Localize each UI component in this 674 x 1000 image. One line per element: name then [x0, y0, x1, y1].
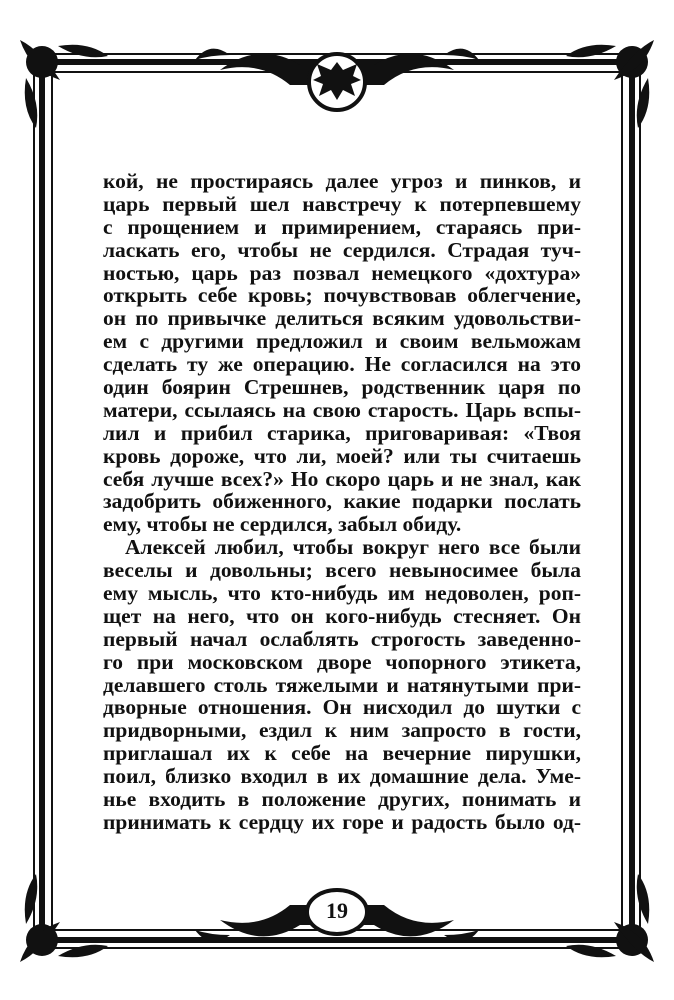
text-line: он по привычке делиться всяким удовольстви- — [103, 306, 581, 331]
text-line: ностью, царь раз позвал немецкого «дохтура» — [103, 260, 581, 285]
text-line: кой, не простираясь далее угроз и пинков, и — [103, 169, 581, 193]
text-line: царь первый шел навстречу к потерпевшему — [103, 191, 581, 216]
text-line: нье входить в положение других, понимать и — [103, 787, 581, 812]
text-line: ему, чтобы не сердился, забыл обиду. — [103, 512, 462, 537]
text-line: с прощением и примирением, стараясь при- — [103, 214, 581, 239]
text-line: первый начал ослаблять строгость заведенно- — [103, 626, 581, 651]
text-line: приглашал их к себе на вечерние пирушки, — [103, 741, 581, 766]
text-line: ему мысль, что кто-нибудь им недоволен, роп- — [103, 581, 581, 606]
text-line: сделать ту же операцию. Не согласился на это — [103, 352, 581, 377]
text-line: придворными, ездил к ним запросто в гости, — [103, 718, 581, 743]
double-headed-eagle-emblem — [309, 54, 365, 110]
text-line: го при московском дворе чопорного этикета, — [103, 649, 581, 674]
text-line: ласкать его, чтобы не сердился. Страдая туч- — [103, 237, 581, 262]
body-text — [103, 170, 581, 834]
text-line: щет на него, что он кого-нибудь стесняет. Он — [103, 603, 581, 628]
text-line: веселы и довольны; всего невыносимее была — [103, 558, 581, 583]
text-line: открыть себе кровь; почувствовав облегчение, — [103, 283, 581, 308]
text-line: один боярин Стрешнев, родственник царя по — [103, 375, 581, 400]
text-line: делавшего столь тяжелыми и натянутыми при- — [103, 672, 581, 697]
text-line: поил, близко входил в их домашние дела. Уме- — [103, 764, 581, 789]
text-line: принимать к сердцу их горе и радость было од- — [103, 809, 581, 834]
text-line: лил и прибил старика, приговаривая: «Твоя — [103, 420, 581, 445]
text-line: задобрить обиженного, какие подарки послать — [103, 489, 581, 514]
text-line: ем с другими предложил и своим вельможам — [103, 329, 581, 354]
text-line: себя лучше всех?» Но скоро царь и не знал, как — [103, 466, 581, 491]
text-line: матери, ссылаясь на свою старость. Царь вспы- — [103, 397, 581, 422]
text-line: Алексей любил, чтобы вокруг него все были — [125, 535, 581, 560]
text-line: кровь дороже, что ли, моей? или ты считаешь — [103, 443, 581, 468]
text-line: дворные отношения. Он нисходил до шутки с — [103, 695, 581, 720]
page-number: 19 — [326, 898, 348, 923]
